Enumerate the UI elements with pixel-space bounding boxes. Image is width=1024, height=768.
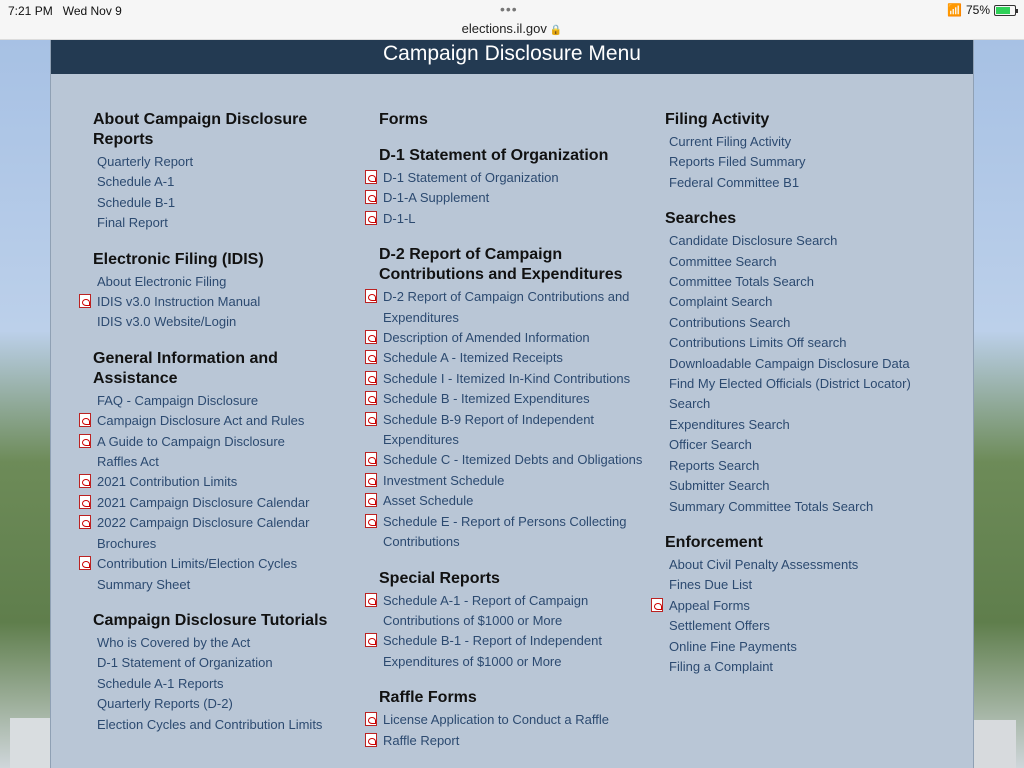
menu-link[interactable] bbox=[365, 168, 645, 188]
menu-link-label: Committee Totals Search bbox=[669, 274, 814, 290]
menu-link-label: Expenditures Search bbox=[669, 416, 790, 432]
pdf-icon bbox=[365, 170, 377, 184]
menu-link-label: Campaign Disclosure Act and Rules bbox=[97, 413, 305, 429]
section-title: Raffle Forms bbox=[379, 689, 477, 707]
menu-link[interactable] bbox=[79, 534, 349, 554]
menu-section bbox=[365, 146, 645, 229]
section-title: D-2 Report of Campaign Contributions and Expenditures bbox=[379, 246, 623, 284]
pdf-icon bbox=[651, 598, 663, 612]
pdf-icon bbox=[365, 493, 377, 507]
status-bar bbox=[0, 0, 1024, 40]
menu-section bbox=[365, 688, 645, 751]
menu-link[interactable] bbox=[651, 657, 931, 677]
menu-link-label: About Electronic Filing bbox=[97, 273, 227, 289]
menu-link[interactable] bbox=[365, 591, 645, 632]
pdf-icon bbox=[79, 413, 91, 427]
pdf-icon bbox=[79, 515, 91, 529]
menu-link[interactable] bbox=[79, 554, 349, 574]
pdf-icon bbox=[365, 211, 377, 225]
url-text: elections.il.gov bbox=[461, 21, 547, 36]
menu-link[interactable] bbox=[365, 491, 645, 511]
menu-link[interactable] bbox=[79, 493, 349, 513]
menu-link-label: Find My Elected Officials (District Locator) Search bbox=[669, 376, 911, 412]
menu-link-label: Election Cycles and Contribution Limits bbox=[97, 716, 323, 732]
menu-link-label: Filing a Complaint bbox=[669, 658, 774, 674]
pdf-icon bbox=[79, 474, 91, 488]
menu-link[interactable] bbox=[651, 132, 931, 152]
battery-percent: 75% bbox=[965, 3, 990, 17]
menu-link-label: Schedule B-1 bbox=[97, 194, 176, 210]
menu-link[interactable] bbox=[79, 674, 349, 694]
menu-link[interactable] bbox=[651, 374, 931, 415]
menu-link-label: Quarterly Reports (D-2) bbox=[97, 696, 233, 712]
menu-link-label: Schedule E - Report of Persons Collecting Contributions bbox=[383, 513, 627, 550]
menu-link-label: Asset Schedule bbox=[383, 493, 474, 509]
menu-link[interactable] bbox=[651, 596, 931, 616]
menu-link[interactable] bbox=[651, 435, 931, 455]
pdf-icon bbox=[365, 733, 377, 747]
menu-link[interactable] bbox=[79, 292, 349, 312]
menu-link[interactable] bbox=[365, 710, 645, 730]
section-title: About Campaign Disclosure Reports bbox=[93, 111, 308, 148]
pdf-icon bbox=[365, 391, 377, 405]
menu-link-label: Contributions Search bbox=[669, 314, 791, 330]
section-title: Searches bbox=[665, 210, 737, 228]
menu-column-3 bbox=[651, 110, 931, 693]
menu-column-2 bbox=[365, 110, 645, 767]
menu-section bbox=[365, 245, 645, 552]
menu-link-label: Settlement Offers bbox=[669, 618, 770, 634]
pdf-icon bbox=[79, 556, 91, 570]
menu-link[interactable] bbox=[365, 348, 645, 368]
menu-link[interactable] bbox=[651, 354, 931, 374]
menu-link[interactable] bbox=[79, 575, 349, 595]
section-title: General Information and Assistance bbox=[93, 349, 278, 387]
menu-link-label: D-1-A Supplement bbox=[383, 190, 490, 206]
menu-link[interactable] bbox=[365, 287, 645, 328]
menu-link-label: Contribution Limits/Election Cycles bbox=[97, 556, 298, 572]
wifi-icon: 📶 bbox=[947, 3, 962, 17]
tab-dots-icon[interactable]: ••• bbox=[500, 1, 518, 17]
menu-link[interactable] bbox=[79, 411, 349, 431]
menu-link[interactable] bbox=[365, 731, 645, 751]
menu-link[interactable] bbox=[79, 172, 349, 192]
menu-link-label: Complaint Search bbox=[669, 294, 773, 310]
menu-link-label: Schedule B-1 - Report of Independent Expenditures of $1000 or More bbox=[383, 633, 602, 669]
menu-link-label: Schedule A-1 - Report of Campaign Contributions of $1000 or More bbox=[383, 592, 589, 628]
campaign-disclosure-panel bbox=[50, 40, 974, 768]
pdf-icon bbox=[79, 495, 91, 509]
menu-link[interactable] bbox=[365, 631, 645, 672]
menu-column-1 bbox=[79, 110, 349, 751]
pdf-icon bbox=[365, 473, 377, 487]
pdf-icon bbox=[365, 412, 377, 426]
menu-link-label: Who is Covered by the Act bbox=[97, 634, 251, 650]
menu-link[interactable] bbox=[651, 497, 931, 517]
menu-link[interactable] bbox=[651, 415, 931, 435]
menu-section bbox=[79, 349, 349, 595]
menu-link[interactable] bbox=[365, 410, 645, 451]
background-pillar-left bbox=[10, 718, 50, 768]
menu-link[interactable] bbox=[79, 213, 349, 233]
menu-link-label: Appeal Forms bbox=[669, 597, 750, 613]
menu-link[interactable] bbox=[365, 209, 645, 229]
menu-link-label: Schedule A-1 Reports bbox=[97, 675, 224, 691]
pdf-icon bbox=[365, 514, 377, 528]
pdf-icon bbox=[365, 289, 377, 303]
section-title: Campaign Disclosure Tutorials bbox=[93, 611, 328, 629]
menu-link[interactable] bbox=[651, 231, 931, 251]
menu-link[interactable] bbox=[79, 653, 349, 673]
menu-link-label: Brochures bbox=[97, 535, 157, 551]
menu-link-label: Schedule A - Itemized Receipts bbox=[383, 350, 563, 366]
menu-section bbox=[651, 110, 931, 193]
menu-link-label: Schedule B-9 Report of Independent Expenditures bbox=[383, 411, 595, 448]
menu-link-label: A Guide to Campaign Disclosure bbox=[97, 433, 285, 449]
menu-link-label: Officer Search bbox=[669, 437, 752, 453]
menu-link[interactable] bbox=[79, 472, 349, 492]
menu-link[interactable] bbox=[79, 432, 349, 452]
menu-link-label: Fines Due List bbox=[669, 577, 753, 593]
menu-link-label: D-1 Statement of Organization bbox=[383, 170, 559, 185]
background-pillar-right bbox=[972, 720, 1016, 768]
menu-link-label: Summary Sheet bbox=[97, 576, 191, 592]
menu-link-label: Final Report bbox=[97, 215, 168, 231]
menu-link[interactable] bbox=[651, 456, 931, 476]
pdf-icon bbox=[365, 712, 377, 726]
menu-link-label: Contributions Limits Off search bbox=[669, 335, 847, 351]
panel-title: Campaign Disclosure Menu bbox=[51, 40, 973, 74]
menu-link-label: 2022 Campaign Disclosure Calendar bbox=[97, 515, 310, 531]
lock-icon: 🔒 bbox=[549, 25, 563, 36]
section-title: Electronic Filing (IDIS) bbox=[93, 250, 264, 268]
menu-section bbox=[651, 533, 931, 677]
menu-link[interactable] bbox=[651, 152, 931, 172]
menu-link-label: Submitter Search bbox=[669, 478, 770, 494]
menu-link[interactable] bbox=[651, 292, 931, 312]
menu-link-label: Description of Amended Information bbox=[383, 330, 590, 346]
menu-link[interactable] bbox=[365, 450, 645, 470]
menu-link[interactable] bbox=[651, 313, 931, 333]
menu-link[interactable] bbox=[651, 555, 931, 575]
menu-link-label: Schedule C - Itemized Debts and Obligations bbox=[383, 452, 643, 468]
menu-section bbox=[79, 110, 349, 234]
menu-link[interactable] bbox=[79, 272, 349, 292]
menu-link-label: License Application to Conduct a Raffle bbox=[383, 712, 609, 728]
menu-section bbox=[651, 209, 931, 517]
status-time: 7:21 PM Wed Nov 9 bbox=[8, 4, 122, 18]
menu-link-label: Schedule I - Itemized In-Kind Contributions bbox=[383, 370, 631, 386]
pdf-icon bbox=[365, 330, 377, 344]
address-bar[interactable] bbox=[0, 21, 1024, 36]
menu-link-label: Online Fine Payments bbox=[669, 638, 797, 654]
section-title: Forms bbox=[379, 111, 428, 128]
pdf-icon bbox=[365, 371, 377, 385]
status-date: Wed Nov 9 bbox=[62, 4, 122, 18]
menu-link[interactable] bbox=[365, 512, 645, 553]
menu-link-label: 2021 Contribution Limits bbox=[97, 474, 238, 490]
menu-link-label: Schedule A-1 bbox=[97, 174, 175, 190]
menu-link[interactable] bbox=[79, 715, 349, 735]
menu-link-label: Investment Schedule bbox=[383, 472, 505, 488]
menu-link[interactable] bbox=[651, 173, 931, 193]
pdf-icon bbox=[365, 350, 377, 364]
menu-link-label: D-1-L bbox=[383, 210, 416, 226]
pdf-icon bbox=[365, 190, 377, 204]
menu-link[interactable] bbox=[365, 369, 645, 389]
menu-link-label: IDIS v3.0 Website/Login bbox=[97, 314, 237, 330]
menu-link-label: D-1 Statement of Organization bbox=[97, 655, 273, 671]
menu-section bbox=[79, 250, 349, 333]
menu-link-label: Schedule B - Itemized Expenditures bbox=[383, 391, 590, 407]
menu-link-label: Summary Committee Totals Search bbox=[669, 498, 874, 514]
menu-link-label: IDIS v3.0 Instruction Manual bbox=[97, 294, 261, 310]
section-title: Enforcement bbox=[665, 533, 763, 551]
menu-link[interactable] bbox=[651, 637, 931, 657]
menu-link-label: Reports Filed Summary bbox=[669, 154, 806, 170]
menu-link[interactable] bbox=[651, 272, 931, 292]
menu-link[interactable] bbox=[651, 476, 931, 496]
pdf-icon bbox=[79, 294, 91, 308]
section-title: D-1 Statement of Organization bbox=[379, 147, 609, 164]
menu-link[interactable] bbox=[365, 471, 645, 491]
menu-link[interactable] bbox=[79, 391, 349, 411]
pdf-icon bbox=[79, 434, 91, 448]
menu-link[interactable] bbox=[365, 389, 645, 409]
battery-icon bbox=[994, 5, 1016, 16]
section-title: Filing Activity bbox=[665, 111, 770, 128]
pdf-icon bbox=[365, 593, 377, 607]
pdf-icon bbox=[365, 452, 377, 466]
menu-link-label: Downloadable Campaign Disclosure Data bbox=[669, 355, 910, 371]
menu-link[interactable] bbox=[79, 452, 349, 472]
menu-link[interactable] bbox=[79, 513, 349, 533]
menu-link[interactable] bbox=[651, 575, 931, 595]
menu-link[interactable] bbox=[79, 193, 349, 213]
menu-link[interactable] bbox=[365, 328, 645, 348]
menu-link[interactable] bbox=[651, 616, 931, 636]
menu-link-label: Raffles Act bbox=[97, 454, 159, 470]
menu-link-label: Current Filing Activity bbox=[669, 134, 792, 149]
menu-link-label: Committee Search bbox=[669, 253, 777, 269]
menu-link[interactable] bbox=[79, 312, 349, 332]
menu-link[interactable] bbox=[365, 188, 645, 208]
menu-section bbox=[365, 110, 645, 130]
section-title: Special Reports bbox=[379, 569, 500, 587]
menu-link-label: D-2 Report of Campaign Contributions and Expenditures bbox=[383, 289, 630, 325]
menu-link-label: Quarterly Report bbox=[97, 154, 194, 169]
menu-link-label: Federal Committee B1 bbox=[669, 174, 800, 190]
menu-section bbox=[365, 569, 645, 673]
menu-link-label: About Civil Penalty Assessments bbox=[669, 556, 859, 572]
pdf-icon bbox=[365, 633, 377, 647]
menu-link-label: FAQ - Campaign Disclosure bbox=[97, 392, 259, 408]
menu-link-label: Candidate Disclosure Search bbox=[669, 233, 838, 249]
menu-link-label: 2021 Campaign Disclosure Calendar bbox=[97, 494, 310, 510]
menu-link-label: Raffle Report bbox=[383, 732, 460, 748]
menu-link[interactable] bbox=[651, 333, 931, 353]
menu-link[interactable] bbox=[79, 633, 349, 653]
menu-link[interactable] bbox=[651, 252, 931, 272]
menu-link-label: Reports Search bbox=[669, 457, 760, 473]
menu-section bbox=[79, 611, 349, 735]
menu-link[interactable] bbox=[79, 152, 349, 172]
menu-link[interactable] bbox=[79, 694, 349, 714]
